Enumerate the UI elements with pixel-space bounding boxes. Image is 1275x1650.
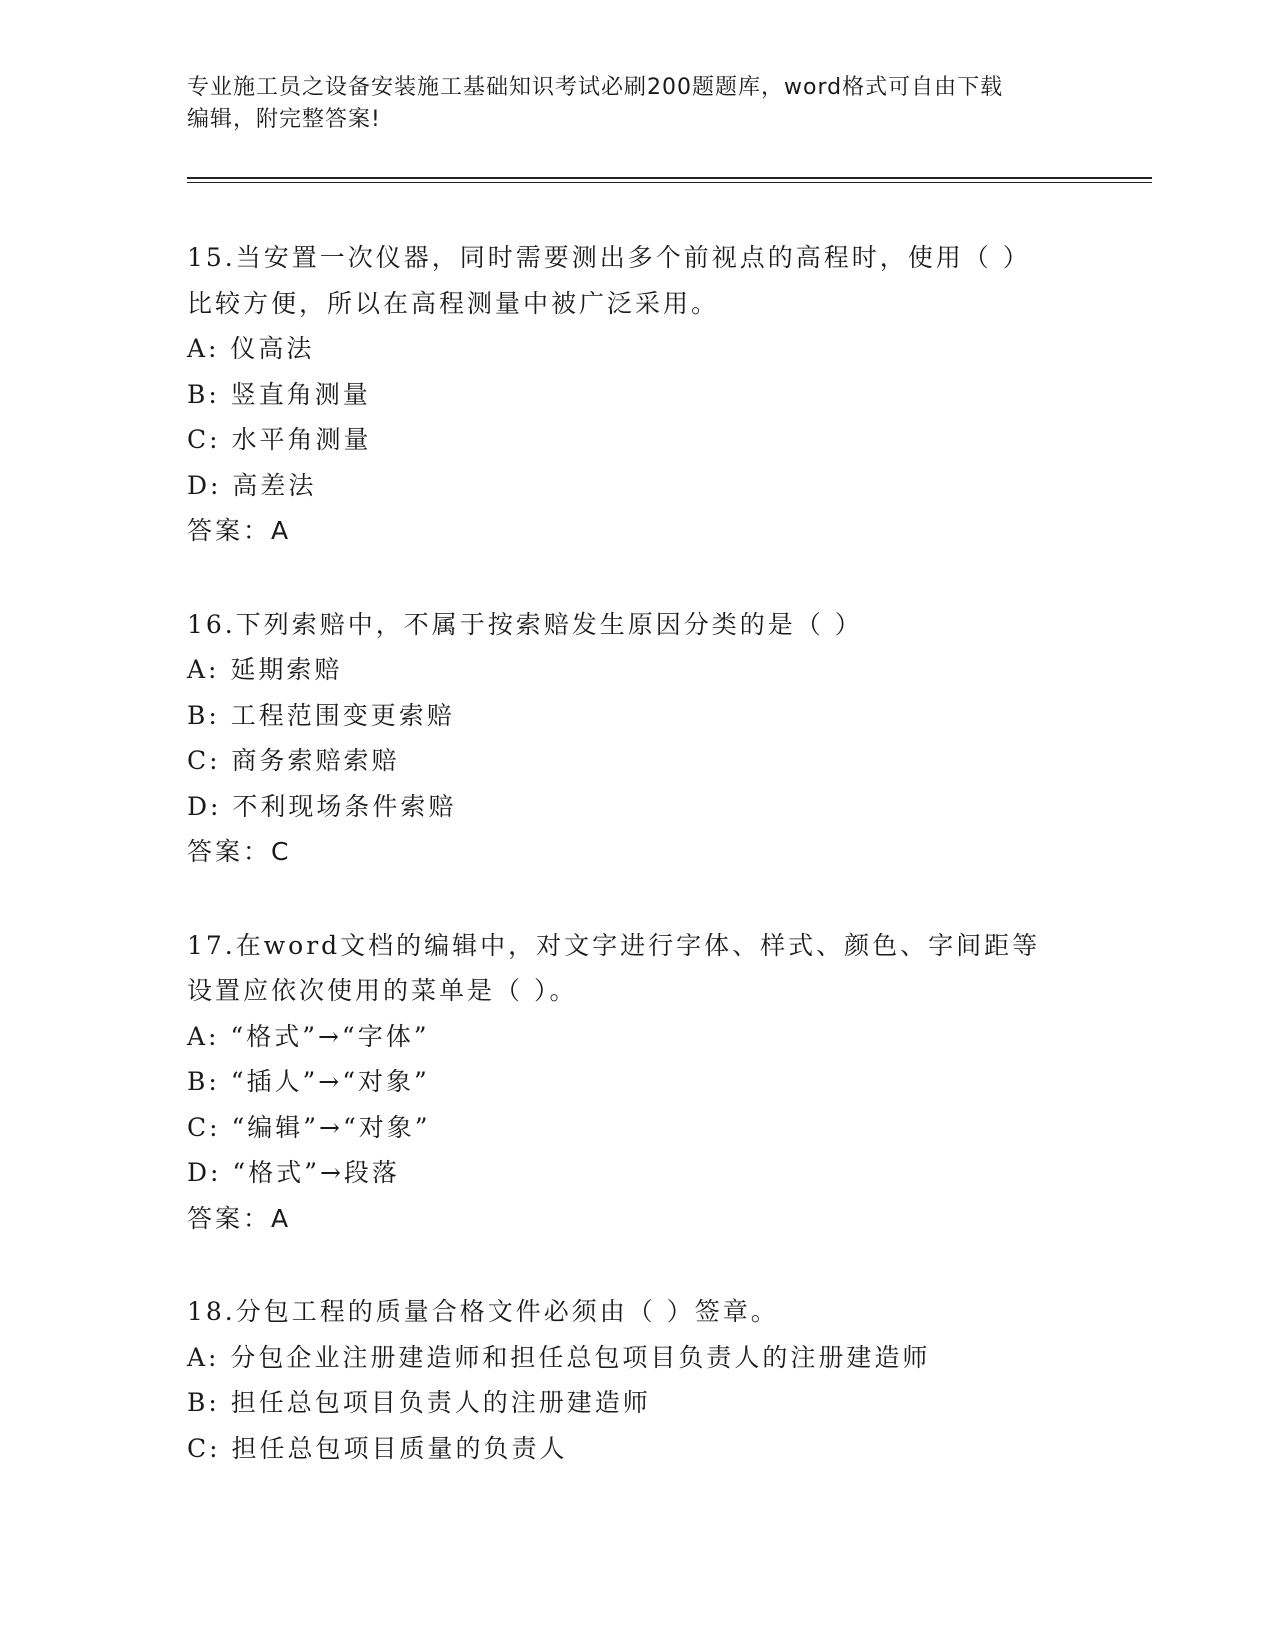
question-stem-continued: 比较方便，所以在高程测量中被广泛采用。: [187, 288, 720, 318]
question-stem: 17.在word文档的编辑中，对文字进行字体、样式、颜色、字间距等: [187, 930, 1041, 960]
question-15: [187, 235, 1107, 554]
option-d: D: 不利现场条件索赔: [187, 791, 457, 821]
question-17: [187, 923, 1107, 1242]
option-c: C: 担任总包项目质量的负责人: [187, 1433, 568, 1463]
question-16: [187, 602, 1107, 875]
option-a: A: 仪高法: [187, 334, 315, 363]
document-header: [187, 72, 1087, 136]
header-divider-thick: [187, 177, 1152, 179]
option-b: B: 担任总包项目负责人的注册建造师: [187, 1388, 651, 1417]
question-stem: 15.当安置一次仪器，同时需要测出多个前视点的高程时，使用（ ）: [187, 243, 1031, 272]
question-stem: 18.分包工程的质量合格文件必须由（ ）签章。: [187, 1297, 779, 1326]
question-stem-continued: 设置应依次使用的菜单是（ ）。: [187, 976, 578, 1005]
question-stem: 16.下列索赔中，不属于按索赔发生原因分类的是（ ）: [187, 609, 863, 639]
header-divider-thin: [187, 182, 1152, 183]
option-a: A: 延期索赔: [187, 655, 343, 684]
answer: 答案：C: [187, 837, 292, 866]
option-c: C: “编辑”→“对象”: [187, 1112, 431, 1142]
option-b: B: 竖直角测量: [187, 379, 371, 409]
header-line-2: 编辑，附完整答案!: [187, 107, 381, 132]
question-list: [187, 235, 1107, 1519]
option-c: C: 水平角测量: [187, 425, 372, 454]
option-a: A: 分包企业注册建造师和担任总包项目负责人的注册建造师: [187, 1342, 931, 1372]
option-b: B: “插人”→“对象”: [187, 1067, 430, 1096]
option-d: D: 高差法: [187, 470, 317, 500]
answer: 答案：A: [187, 516, 292, 545]
question-18: [187, 1289, 1107, 1471]
answer: 答案：A: [187, 1203, 292, 1233]
header-line-1: 专业施工员之设备安装施工基础知识考试必刷200题题库，word格式可自由下载: [187, 75, 1004, 100]
option-d: D: “格式”→段落: [187, 1158, 400, 1187]
option-a: A: “格式”→“字体”: [187, 1021, 430, 1051]
option-c: C: 商务索赔索赔: [187, 746, 400, 775]
option-b: B: 工程范围变更索赔: [187, 700, 455, 730]
